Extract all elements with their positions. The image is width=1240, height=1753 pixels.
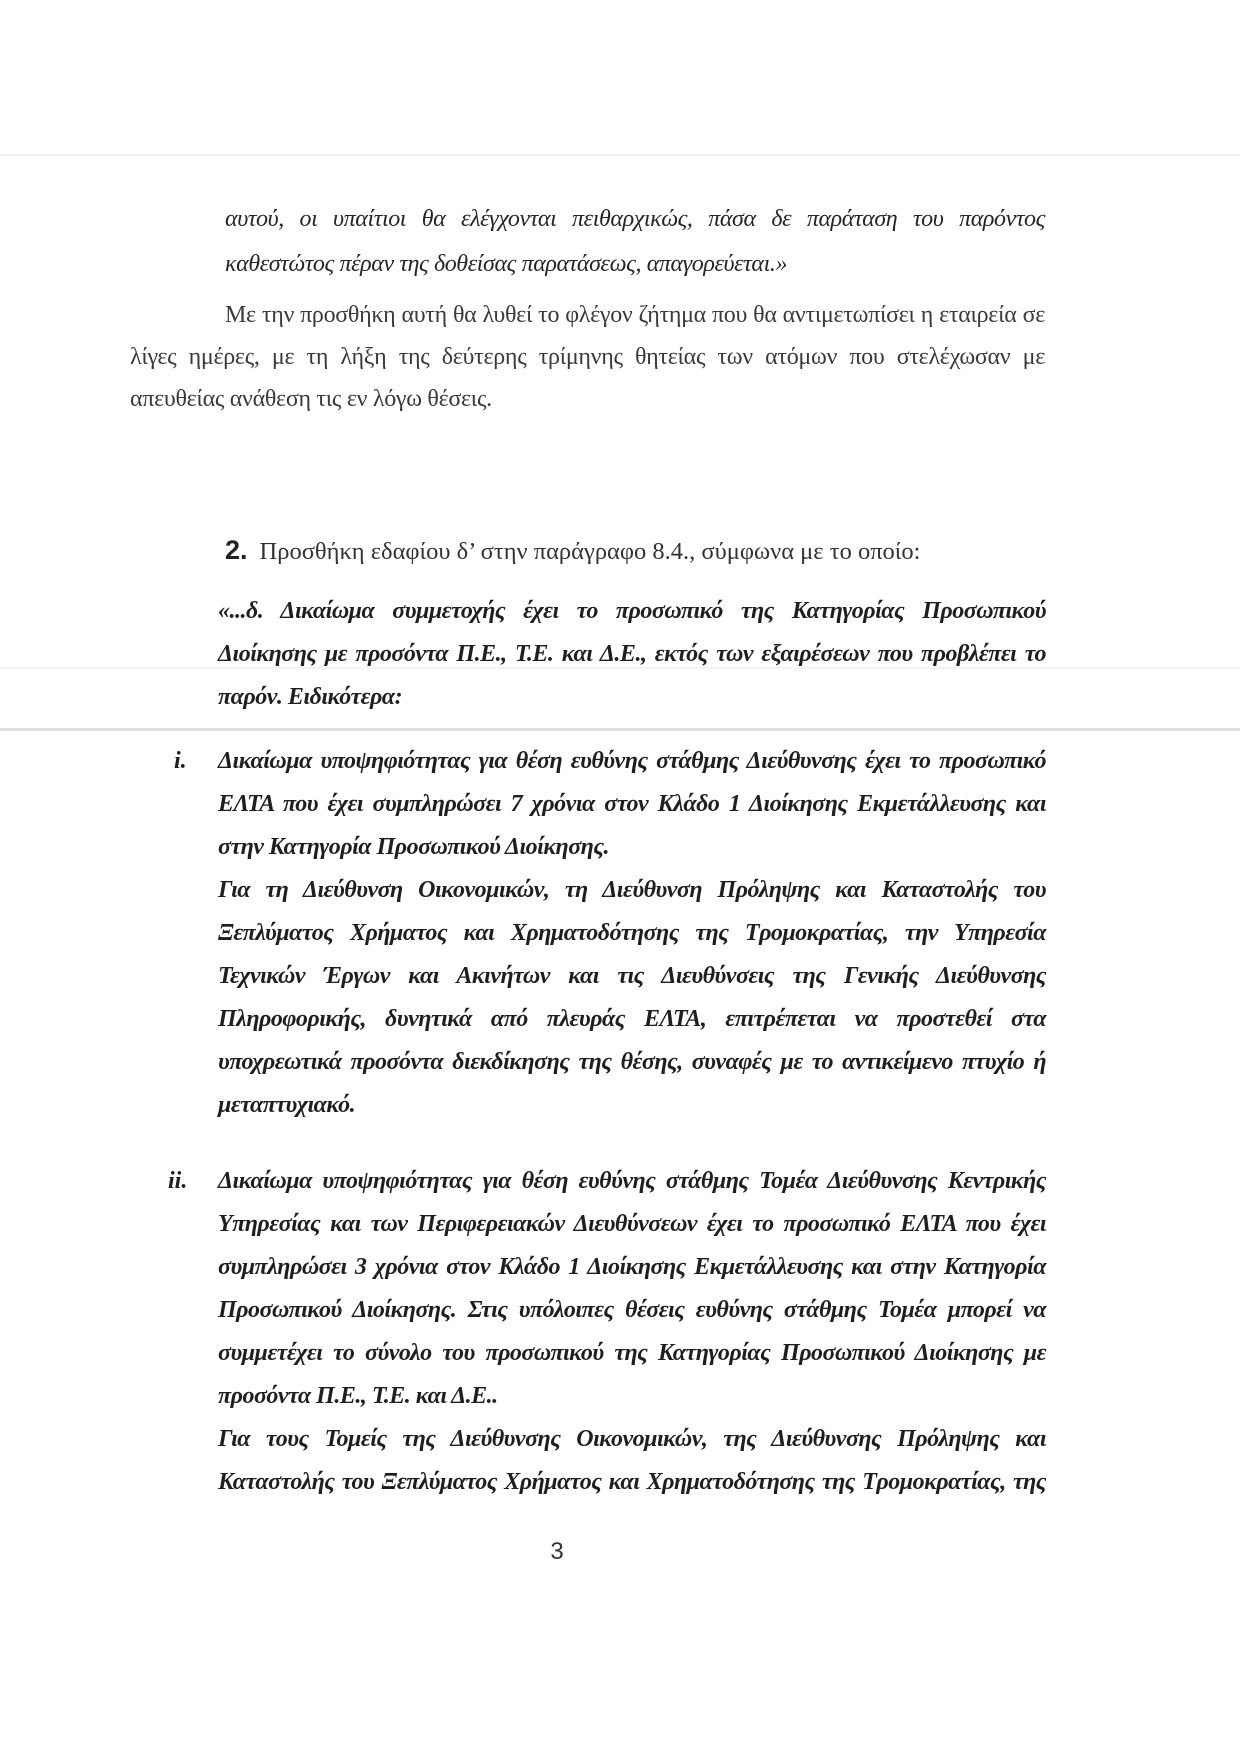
text-line: Για τους Τομείς της Διεύθυνσης Οικονομικών, της Διεύθυνσης Πρόληψης και [218, 1426, 1046, 1452]
quote-continuation [225, 197, 1045, 287]
list-item-marker-ii: ii. [168, 1168, 188, 1194]
text-line: απευθείας ανάθεση τις εν λόγω θέσεις. [130, 386, 492, 412]
quote-paragraph-d [218, 590, 1046, 719]
list-item-marker-i: i. [174, 748, 187, 774]
text-line: «...δ. Δικαίωμα συμμετοχής έχει το προσωπικό της Κατηγορίας Προσωπικού [218, 598, 1046, 624]
text-line: Καταστολής του Ξεπλύματος Χρήματος και Χρηματοδότησης της Τρομοκρατίας, της [218, 1469, 1046, 1495]
section-number: 2. [225, 535, 248, 565]
list-item-i [218, 740, 1046, 1127]
text-line: Προσωπικού Διοίκησης. Στις υπόλοιπες θέσεις ευθύνης στάθμης Τομέα μπορεί να [218, 1297, 1046, 1323]
text-line: Δικαίωμα υποψηφιότητας για θέση ευθύνης στάθμης Τομέα Διεύθυνσης Κεντρικής [218, 1168, 1046, 1194]
text-line: συμπληρώσει 3 χρόνια στον Κλάδο 1 Διοίκησης Εκμετάλλευσης και στην Κατηγορία [218, 1254, 1046, 1280]
text-line: Διοίκησης με προσόντα Π.Ε., Τ.Ε. και Δ.Ε., εκτός των εξαιρέσεων που προβλέπει το [218, 641, 1046, 667]
section-heading-text: Προσθήκη εδαφίου δ’ στην παράγραφο 8.4., σύμφωνα με το οποίο: [259, 538, 921, 565]
text-line: συμμετέχει το σύνολο του προσωπικού της Κατηγορίας Προσωπικού Διοίκησης με [218, 1340, 1046, 1366]
text-line: λίγες ημέρες, με τη λήξη της δεύτερης τρίμηνης θητείας των ατόμων που στελέχωσαν με [130, 344, 1045, 370]
text-line: Με την προσθήκη αυτή θα λυθεί το φλέγον ζήτημα που θα αντιμετωπίσει η εταιρεία σε [225, 302, 1045, 328]
intro-paragraph [130, 294, 1045, 420]
scan-artifact-line-fold [0, 728, 1240, 731]
text-line: μεταπτυχιακό. [218, 1092, 356, 1118]
text-line: προσόντα Π.Ε., Τ.Ε. και Δ.Ε.. [218, 1383, 498, 1409]
text-line: Τεχνικών Έργων και Ακινήτων και τις Διευθύνσεις της Γενικής Διεύθυνσης [218, 963, 1046, 989]
list-item-ii [218, 1160, 1046, 1504]
text-line: Για τη Διεύθυνση Οικονομικών, τη Διεύθυνση Πρόληψης και Καταστολής του [218, 877, 1046, 903]
text-line: υποχρεωτικά προσόντα διεκδίκησης της θέσης, συναφές με το αντικείμενο πτυχίο ή [218, 1049, 1046, 1075]
text-line: αυτού, οι υπαίτιοι θα ελέγχονται πειθαρχικώς, πάσα δε παράταση του παρόντος [225, 206, 1045, 232]
text-line: στην Κατηγορία Προσωπικού Διοίκησης. [218, 834, 610, 860]
page-number: 3 [550, 1538, 564, 1565]
text-line: καθεστώτος πέραν της δοθείσας παρατάσεως, απαγορεύεται.» [225, 251, 788, 277]
text-line: παρόν. Ειδικότερα: [218, 684, 403, 710]
text-line: ΕΛΤΑ που έχει συμπληρώσει 7 χρόνια στον Κλάδο 1 Διοίκησης Εκμετάλλευσης και [218, 791, 1046, 817]
section-2-heading [225, 531, 920, 569]
text-line: Υπηρεσίας και των Περιφερειακών Διευθύνσεων έχει το προσωπικό ΕΛΤΑ που έχει [218, 1211, 1046, 1237]
text-line: Πληροφορικής, δυνητικά από πλευράς ΕΛΤΑ, επιτρέπεται να προστεθεί στα [218, 1006, 1046, 1032]
text-line: Δικαίωμα υποψηφιότητας για θέση ευθύνης στάθμης Διεύθυνσης έχει το προσωπικό [218, 748, 1046, 774]
scan-artifact-line-top [0, 154, 1240, 156]
text-line: Ξεπλύματος Χρήματος και Χρηματοδότησης της Τρομοκρατίας, την Υπηρεσία [218, 920, 1046, 946]
